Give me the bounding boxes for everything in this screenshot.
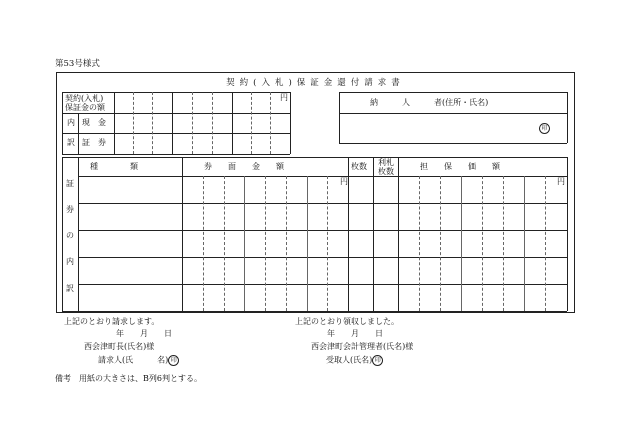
note: 備考 用紙の大きさは、B列6判とする。 <box>55 374 202 383</box>
payee-seal: 印 <box>539 123 550 134</box>
payee-label: 納 人 者(住所・氏名) <box>370 98 489 107</box>
header-count: 枚数 <box>351 162 367 171</box>
claim-statement: 上記のとおり請求します。 <box>64 317 160 326</box>
receiver-name: 受取人(氏名) 印 <box>326 355 383 366</box>
header-collateral-value: 担 保 価 額 <box>420 162 500 171</box>
side-char-2: 券 <box>66 205 74 214</box>
side-char-4: 内 <box>66 257 74 266</box>
claim-date: 年 月 日 <box>116 329 172 338</box>
receiver-seal: 印 <box>372 355 383 366</box>
side-char-3: の <box>66 231 74 240</box>
receipt-date: 年 月 日 <box>327 329 383 338</box>
deposit-amount-yen: 円 <box>280 93 288 102</box>
receipt-statement: 上記のとおり領収しました。 <box>295 317 399 326</box>
claimant-seal: 印 <box>168 355 179 366</box>
securities-label: 証 券 <box>82 138 106 147</box>
form-number: 第53号様式 <box>55 59 100 69</box>
form-title: 契約(入札)保証金還付請求書 <box>226 78 405 88</box>
header-interest-count: 利札枚数 <box>378 158 394 176</box>
receipt-addressee: 西会津町会計管理者(氏名)様 <box>311 342 414 351</box>
side-char-1: 証 <box>66 179 74 188</box>
cash-label: 現 金 <box>82 118 106 127</box>
breakdown-char-2: 訳 <box>67 138 75 147</box>
collateral-value-yen: 円 <box>557 177 565 186</box>
face-value-yen: 円 <box>340 177 348 186</box>
breakdown-char-1: 内 <box>67 118 75 127</box>
side-char-5: 訳 <box>66 284 74 293</box>
header-face-value: 券 面 金 額 <box>204 162 284 171</box>
claim-addressee: 西会津町長(氏名)様 <box>84 342 155 351</box>
claimant-name: 請求人(氏 名) 印 <box>98 355 179 366</box>
header-kind: 種 類 <box>90 162 138 171</box>
deposit-amount-label: 契約(入札) 保証金の額 <box>65 94 105 112</box>
